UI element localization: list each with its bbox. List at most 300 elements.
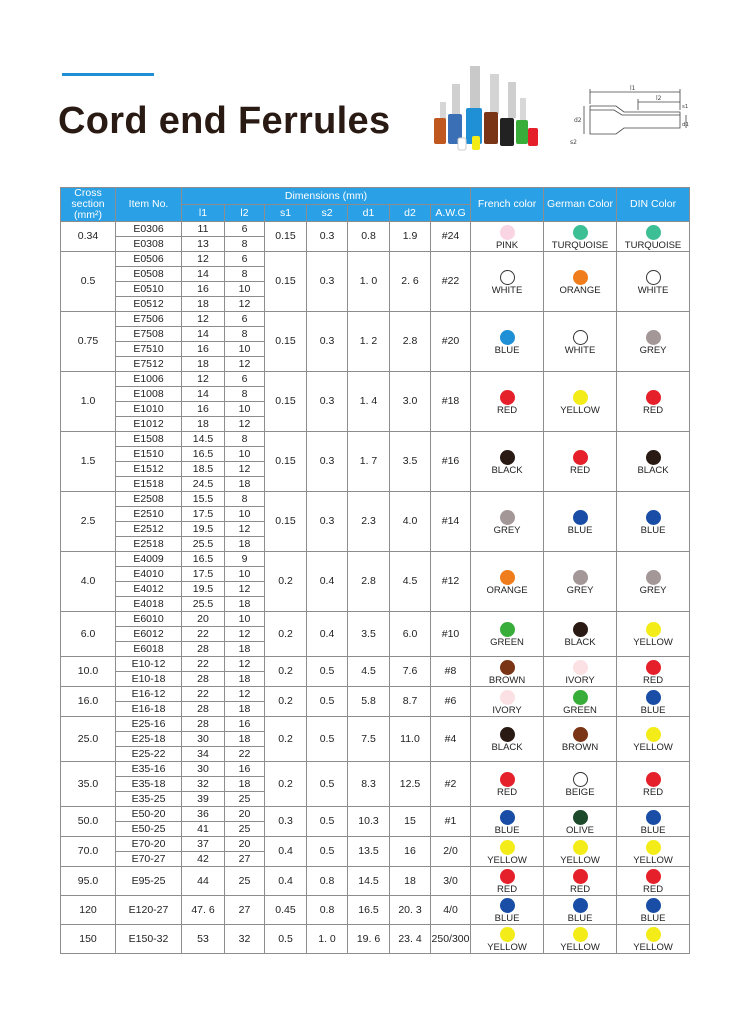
item-no-cell: E1508 [116, 432, 182, 447]
awg-cell: #24 [431, 222, 471, 252]
color-name: RED [643, 884, 664, 895]
item-no-cell: E50-20 [116, 807, 182, 822]
l2-cell: 6 [225, 312, 265, 327]
item-no-cell: E7506 [116, 312, 182, 327]
s2-cell: 0.8 [307, 867, 348, 896]
item-no-cell: E2518 [116, 537, 182, 552]
s1-cell: 0.5 [265, 925, 307, 954]
color-name: GREY [639, 584, 667, 596]
cross-section-cell: 120 [61, 896, 116, 925]
s1-cell: 0.2 [265, 717, 307, 762]
s2-cell: 0.3 [307, 432, 348, 492]
s1-cell: 0.15 [265, 252, 307, 312]
color-name: RED [497, 884, 518, 895]
s2-cell: 0.5 [307, 717, 348, 762]
s1-cell: 0.15 [265, 312, 307, 372]
s1-cell: 0.15 [265, 492, 307, 552]
color-name: BLACK [491, 742, 523, 753]
item-no-cell: E4009 [116, 552, 182, 567]
ferrule-dimension-diagram [568, 84, 692, 150]
german-color-cell [544, 372, 617, 432]
color-swatch [500, 727, 515, 742]
table-row [61, 552, 690, 567]
l1-cell: 41 [182, 822, 225, 837]
awg-cell: #8 [431, 657, 471, 687]
l2-cell: 10 [225, 447, 265, 462]
l1-cell: 13 [182, 237, 225, 252]
color-name: BLACK [491, 464, 523, 476]
l1-cell: 12 [182, 252, 225, 267]
d1-cell: 16.5 [348, 896, 390, 925]
l2-cell: 6 [225, 222, 265, 237]
l2-cell: 6 [225, 252, 265, 267]
l1-cell: 19.5 [182, 582, 225, 597]
color-swatch [573, 330, 588, 345]
awg-cell: #18 [431, 372, 471, 432]
awg-cell: #10 [431, 612, 471, 657]
page-title: Cord end Ferrules [58, 100, 391, 142]
item-no-cell: E16-18 [116, 702, 182, 717]
german-color-cell [544, 687, 617, 717]
color-swatch [573, 727, 588, 742]
s2-cell: 0.3 [307, 252, 348, 312]
l1-cell: 22 [182, 657, 225, 672]
table-row [61, 432, 690, 447]
color-swatch [500, 450, 515, 465]
color-name: RED [643, 404, 664, 416]
table-header-row [61, 188, 690, 205]
l2-cell: 20 [225, 807, 265, 822]
color-name: RED [497, 787, 518, 798]
header-din-color: DIN Color [617, 188, 690, 222]
item-no-cell: E7510 [116, 342, 182, 357]
l2-cell: 9 [225, 552, 265, 567]
l2-cell: 18 [225, 642, 265, 657]
color-name: RED [570, 464, 591, 476]
german-color-cell [544, 925, 617, 954]
l1-cell: 30 [182, 762, 225, 777]
l1-cell: 19.5 [182, 522, 225, 537]
l2-cell: 8 [225, 387, 265, 402]
french-color-cell [471, 372, 544, 432]
color-name: YELLOW [560, 942, 600, 953]
diagram-label-s2: s2 [570, 139, 577, 146]
s1-cell: 0.2 [265, 657, 307, 687]
german-color-cell [544, 762, 617, 807]
french-color-cell [471, 867, 544, 896]
l1-cell: 28 [182, 642, 225, 657]
din-color-cell [617, 372, 690, 432]
l1-cell: 16 [182, 282, 225, 297]
din-color-cell [617, 492, 690, 552]
color-swatch [646, 270, 661, 285]
din-color-cell [617, 552, 690, 612]
cross-section-cell: 0.5 [61, 252, 116, 312]
german-color-cell [544, 552, 617, 612]
l2-cell: 8 [225, 327, 265, 342]
d2-cell: 12.5 [390, 762, 431, 807]
l1-cell: 16.5 [182, 552, 225, 567]
l2-cell: 12 [225, 522, 265, 537]
color-name: GREEN [490, 637, 524, 648]
item-no-cell: E35-18 [116, 777, 182, 792]
s2-cell: 0.3 [307, 312, 348, 372]
s1-cell: 0.15 [265, 222, 307, 252]
l1-cell: 22 [182, 627, 225, 642]
l1-cell: 12 [182, 372, 225, 387]
l2-cell: 27 [225, 896, 265, 925]
cross-section-cell: 95.0 [61, 867, 116, 896]
french-color-cell [471, 807, 544, 837]
french-color-cell [471, 492, 544, 552]
awg-cell: #2 [431, 762, 471, 807]
cross-section-cell: 1.5 [61, 432, 116, 492]
awg-cell: 3/0 [431, 867, 471, 896]
d1-cell: 4.5 [348, 657, 390, 687]
ferrule-spec-table [60, 187, 690, 954]
awg-cell: #4 [431, 717, 471, 762]
d1-cell: 3.5 [348, 612, 390, 657]
color-swatch [500, 690, 515, 705]
cross-section-cell: 0.34 [61, 222, 116, 252]
color-swatch [573, 869, 588, 884]
d1-cell: 1. 4 [348, 372, 390, 432]
color-name: BLUE [640, 913, 666, 924]
item-no-cell: E70-27 [116, 852, 182, 867]
color-swatch [646, 330, 661, 345]
l2-cell: 12 [225, 582, 265, 597]
din-color-cell [617, 687, 690, 717]
l1-cell: 44 [182, 867, 225, 896]
header-s2: s2 [307, 205, 348, 222]
item-no-cell: E25-16 [116, 717, 182, 732]
color-swatch [646, 225, 661, 240]
french-color-cell [471, 657, 544, 687]
s1-cell: 0.4 [265, 837, 307, 867]
ferrules-product-photo [412, 58, 550, 158]
item-no-cell: E1006 [116, 372, 182, 387]
color-name: YELLOW [487, 854, 527, 866]
awg-cell: #6 [431, 687, 471, 717]
color-swatch [646, 927, 661, 942]
l2-cell: 16 [225, 762, 265, 777]
l2-cell: 10 [225, 612, 265, 627]
l1-cell: 37 [182, 837, 225, 852]
german-color-cell [544, 432, 617, 492]
din-color-cell [617, 837, 690, 867]
din-color-cell [617, 432, 690, 492]
awg-cell: #12 [431, 552, 471, 612]
l1-cell: 53 [182, 925, 225, 954]
l1-cell: 16.5 [182, 447, 225, 462]
l2-cell: 18 [225, 702, 265, 717]
color-name: RED [497, 404, 518, 416]
awg-cell: #14 [431, 492, 471, 552]
color-name: IVORY [565, 674, 595, 686]
color-name: BLACK [564, 637, 596, 648]
s2-cell: 0.8 [307, 896, 348, 925]
item-no-cell: E35-16 [116, 762, 182, 777]
table-row [61, 372, 690, 387]
l1-cell: 14 [182, 327, 225, 342]
s2-cell: 0.4 [307, 612, 348, 657]
color-swatch [573, 927, 588, 942]
l2-cell: 12 [225, 297, 265, 312]
l2-cell: 8 [225, 492, 265, 507]
item-no-cell: E6018 [116, 642, 182, 657]
color-swatch [646, 727, 661, 742]
d2-cell: 2. 6 [390, 252, 431, 312]
french-color-cell [471, 222, 544, 252]
item-no-cell: E6012 [116, 627, 182, 642]
s2-cell: 0.5 [307, 687, 348, 717]
item-no-cell: E50-25 [116, 822, 182, 837]
table-row [61, 925, 690, 954]
s2-cell: 0.3 [307, 372, 348, 432]
l1-cell: 34 [182, 747, 225, 762]
french-color-cell [471, 252, 544, 312]
color-name: WHITE [564, 344, 596, 356]
header-l1: l1 [182, 205, 225, 222]
d2-cell: 3.5 [390, 432, 431, 492]
german-color-cell [544, 252, 617, 312]
color-swatch [646, 570, 661, 585]
color-name: BLUE [640, 704, 666, 716]
l1-cell: 14.5 [182, 432, 225, 447]
l2-cell: 18 [225, 777, 265, 792]
header-d1: d1 [348, 205, 390, 222]
color-swatch [646, 772, 661, 787]
german-color-cell [544, 717, 617, 762]
french-color-cell [471, 762, 544, 807]
l2-cell: 12 [225, 357, 265, 372]
din-color-cell [617, 252, 690, 312]
item-no-cell: E4010 [116, 567, 182, 582]
color-swatch [500, 510, 515, 525]
item-no-cell: E1512 [116, 462, 182, 477]
diagram-label-d1: d1 [682, 122, 689, 128]
l2-cell: 10 [225, 402, 265, 417]
cross-section-cell: 35.0 [61, 762, 116, 807]
d1-cell: 19. 6 [348, 925, 390, 954]
awg-cell: #22 [431, 252, 471, 312]
color-name: GREY [639, 344, 667, 356]
color-swatch [573, 660, 588, 675]
d2-cell: 8.7 [390, 687, 431, 717]
l2-cell: 12 [225, 657, 265, 672]
color-name: YELLOW [633, 742, 673, 753]
color-swatch [500, 840, 515, 855]
d1-cell: 2.8 [348, 552, 390, 612]
german-color-cell [544, 612, 617, 657]
item-no-cell: E1510 [116, 447, 182, 462]
item-no-cell: E25-22 [116, 747, 182, 762]
color-name: YELLOW [633, 854, 673, 866]
color-swatch [646, 840, 661, 855]
l2-cell: 18 [225, 597, 265, 612]
german-color-cell [544, 312, 617, 372]
french-color-cell [471, 552, 544, 612]
cross-section-cell: 16.0 [61, 687, 116, 717]
awg-cell: 4/0 [431, 896, 471, 925]
s2-cell: 0.5 [307, 837, 348, 867]
item-no-cell: E7512 [116, 357, 182, 372]
s1-cell: 0.45 [265, 896, 307, 925]
s1-cell: 0.15 [265, 432, 307, 492]
french-color-cell [471, 896, 544, 925]
color-name: OLIVE [566, 824, 595, 836]
table-row [61, 762, 690, 777]
color-swatch [573, 690, 588, 705]
table-row [61, 222, 690, 237]
l1-cell: 17.5 [182, 507, 225, 522]
l2-cell: 18 [225, 672, 265, 687]
color-name: GREY [493, 524, 521, 536]
item-no-cell: E0308 [116, 237, 182, 252]
cross-section-cell: 2.5 [61, 492, 116, 552]
table-row [61, 312, 690, 327]
s1-cell: 0.3 [265, 807, 307, 837]
color-swatch [646, 450, 661, 465]
d2-cell: 6.0 [390, 612, 431, 657]
color-name: YELLOW [487, 942, 527, 953]
d2-cell: 4.5 [390, 552, 431, 612]
color-swatch [500, 869, 515, 884]
s1-cell: 0.2 [265, 687, 307, 717]
l1-cell: 28 [182, 702, 225, 717]
l2-cell: 12 [225, 417, 265, 432]
color-name: BLUE [494, 913, 520, 924]
color-swatch [646, 510, 661, 525]
table-row [61, 807, 690, 822]
color-swatch [500, 570, 515, 585]
diagram-label-l1: l1 [630, 85, 636, 92]
l1-cell: 18 [182, 417, 225, 432]
l2-cell: 18 [225, 732, 265, 747]
color-swatch [646, 660, 661, 675]
item-no-cell: E2508 [116, 492, 182, 507]
cross-section-cell: 1.0 [61, 372, 116, 432]
cross-section-cell: 0.75 [61, 312, 116, 372]
item-no-cell: E10-12 [116, 657, 182, 672]
awg-cell: #1 [431, 807, 471, 837]
item-no-cell: E0306 [116, 222, 182, 237]
din-color-cell [617, 657, 690, 687]
title-accent-line [62, 73, 154, 76]
color-swatch [646, 898, 661, 913]
d1-cell: 0.8 [348, 222, 390, 252]
french-color-cell [471, 837, 544, 867]
item-no-cell: E95-25 [116, 867, 182, 896]
german-color-cell [544, 896, 617, 925]
l1-cell: 47. 6 [182, 896, 225, 925]
color-name: BLACK [637, 464, 669, 476]
color-swatch [573, 810, 588, 825]
d2-cell: 23. 4 [390, 925, 431, 954]
item-no-cell: E0510 [116, 282, 182, 297]
d1-cell: 7.5 [348, 717, 390, 762]
d2-cell: 15 [390, 807, 431, 837]
l1-cell: 14 [182, 387, 225, 402]
item-no-cell: E1518 [116, 477, 182, 492]
color-swatch [646, 622, 661, 637]
d2-cell: 1.9 [390, 222, 431, 252]
s2-cell: 0.4 [307, 552, 348, 612]
item-no-cell: E120-27 [116, 896, 182, 925]
l2-cell: 12 [225, 462, 265, 477]
color-name: RED [643, 674, 664, 686]
table-body [61, 222, 690, 954]
s2-cell: 0.5 [307, 762, 348, 807]
color-name: BLUE [567, 913, 593, 924]
item-no-cell: E6010 [116, 612, 182, 627]
color-swatch [573, 840, 588, 855]
cross-section-cell: 50.0 [61, 807, 116, 837]
d2-cell: 11.0 [390, 717, 431, 762]
din-color-cell [617, 717, 690, 762]
french-color-cell [471, 687, 544, 717]
d1-cell: 2.3 [348, 492, 390, 552]
l2-cell: 16 [225, 717, 265, 732]
l2-cell: 25 [225, 867, 265, 896]
color-name: GREEN [563, 704, 597, 716]
table-row [61, 657, 690, 672]
header-l2: l2 [225, 205, 265, 222]
german-color-cell [544, 867, 617, 896]
color-name: YELLOW [560, 404, 600, 416]
cross-section-cell: 70.0 [61, 837, 116, 867]
din-color-cell [617, 807, 690, 837]
s1-cell: 0.4 [265, 867, 307, 896]
d2-cell: 7.6 [390, 657, 431, 687]
color-name: RED [570, 884, 591, 895]
l1-cell: 18 [182, 357, 225, 372]
l1-cell: 28 [182, 717, 225, 732]
item-no-cell: E35-25 [116, 792, 182, 807]
d1-cell: 13.5 [348, 837, 390, 867]
table-row [61, 867, 690, 896]
color-name: GREY [566, 584, 594, 596]
s1-cell: 0.2 [265, 552, 307, 612]
color-swatch [646, 869, 661, 884]
german-color-cell [544, 807, 617, 837]
color-name: TURQUOISE [551, 239, 609, 251]
l2-cell: 10 [225, 567, 265, 582]
din-color-cell [617, 896, 690, 925]
cross-section-cell: 25.0 [61, 717, 116, 762]
l2-cell: 18 [225, 477, 265, 492]
table-row [61, 687, 690, 702]
l2-cell: 25 [225, 822, 265, 837]
l2-cell: 25 [225, 792, 265, 807]
color-name: BROWN [488, 674, 526, 686]
german-color-cell [544, 222, 617, 252]
item-no-cell: E25-18 [116, 732, 182, 747]
item-no-cell: E10-18 [116, 672, 182, 687]
color-swatch [573, 772, 588, 787]
color-swatch [573, 622, 588, 637]
l1-cell: 24.5 [182, 477, 225, 492]
french-color-cell [471, 312, 544, 372]
l2-cell: 27 [225, 852, 265, 867]
d2-cell: 18 [390, 867, 431, 896]
s2-cell: 0.5 [307, 657, 348, 687]
d1-cell: 14.5 [348, 867, 390, 896]
l1-cell: 32 [182, 777, 225, 792]
color-swatch [646, 690, 661, 705]
l2-cell: 8 [225, 432, 265, 447]
diagram-label-s1: s1 [682, 104, 689, 110]
